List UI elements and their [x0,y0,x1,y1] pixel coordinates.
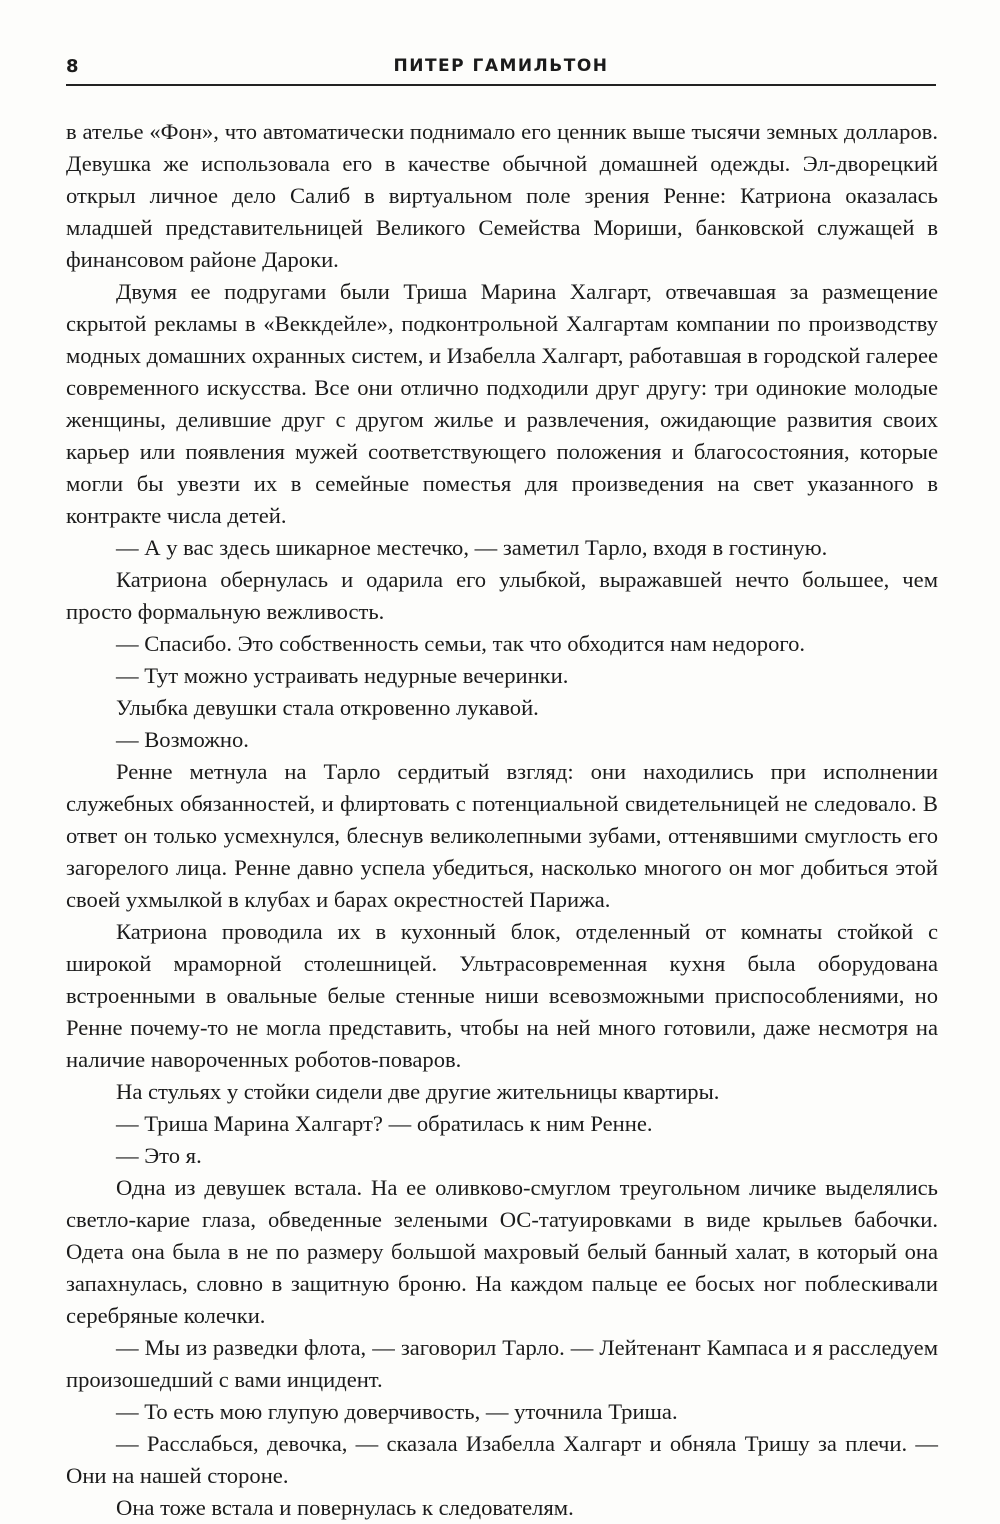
paragraph: Двумя ее подругами были Триша Марина Халгарт, отвечавшая за размещение скрытой рекламы в «Веккдейле», подконтрольной Халгартам компании по производству модных домашних охранных систем, и Изабелла Халгарт, работавшая в городской галерее современного искусства. Все они отлично подходили друг другу: три одинокие молодые женщины, делившие друг с другом жилье и развлечения, ожидающие развития своих карьер или появления мужей соответствующего положения и благосостояния, которые могли бы увезти их в семейные поместья для произведения на свет указанного в контракте числа детей. [66,279,938,528]
paragraph: Одна из девушек встала. На ее оливково-смуглом треугольном личике выделялись светло-карие глаза, обведенные зелеными ОС-татуировками в виде крыльев бабочки. Одета она была в не по размеру большой махровый белый банный халат, в который она запахнулась, словно в защитную броню. На каждом пальце ее босых ног поблескивали серебряные колечки. [66,1175,938,1328]
paragraph: — А у вас здесь шикарное местечко, — заметил Тарло, входя в гостиную. [116,535,828,560]
paragraph: Она тоже встала и повернулась к следователям. [116,1495,574,1520]
paragraph: — Мы из разведки флота, — заговорил Тарло. — Лейтенант Кампаса и я расследуем произошедший с вами инцидент. [66,1335,938,1392]
paragraph: — Расслабься, девочка, — сказала Изабелла Халгарт и обняла Тришу за плечи. — Они на нашей стороне. [66,1431,938,1488]
running-title: ПИТЕР ГАМИЛЬТОН [393,56,609,76]
paragraph: Ренне метнула на Тарло сердитый взгляд: они находились при исполнении служебных обязанностей, и флиртовать с потенциальной свидетельницей не следовало. В ответ он только усмехнулся, блеснув великолепными зубами, оттенявшими смуглость его загорелого лица. Ренне давно успела убедиться, насколько многого он мог добиться этой своей ухмылкой в клубах и барах окрестностей Парижа. [66,759,938,912]
paragraph: — То есть мою глупую доверчивость, — уточнила Триша. [116,1399,678,1424]
page-number: 8 [66,56,79,77]
header-rule [66,84,936,86]
paragraph: в ателье «Фон», что автоматически поднимало его ценник выше тысячи земных долларов. Девушка же использовала его в качестве обычной домашней одежды. Эл-дворецкий открыл личное дело Салиб в виртуальном поле зрения Ренне: Катриона оказалась младшей представительницей Великого Семейства Мориши, банковской служащей в финансовом районе Дароки. [66,119,938,272]
paragraph: — Это я. [116,1143,202,1168]
paragraph: — Триша Марина Халгарт? — обратилась к ним Ренне. [116,1111,653,1136]
paragraph: — Спасибо. Это собственность семьи, так что обходится нам недорого. [116,631,806,656]
paragraph: Улыбка девушки стала откровенно лукавой. [116,695,539,720]
paragraph: Катриона обернулась и одарила его улыбкой, выражавшей нечто большее, чем просто формальную вежливость. [66,567,938,624]
paragraph: На стульях у стойки сидели две другие жительницы квартиры. [116,1079,720,1104]
paragraph: — Тут можно устраивать недурные вечеринки. [116,663,569,688]
page-header [66,56,936,84]
paragraph: — Возможно. [116,727,249,752]
body-text [66,116,938,1524]
paragraph: Катриона проводила их в кухонный блок, отделенный от комнаты стойкой с широкой мраморной столешницей. Ультрасовременная кухня была оборудована встроенными в овальные белые стенные ниши всевозможными приспособлениями, но Ренне почему-то не могла представить, чтобы на ней много готовили, даже несмотря на наличие навороченных роботов-поваров. [66,919,938,1072]
